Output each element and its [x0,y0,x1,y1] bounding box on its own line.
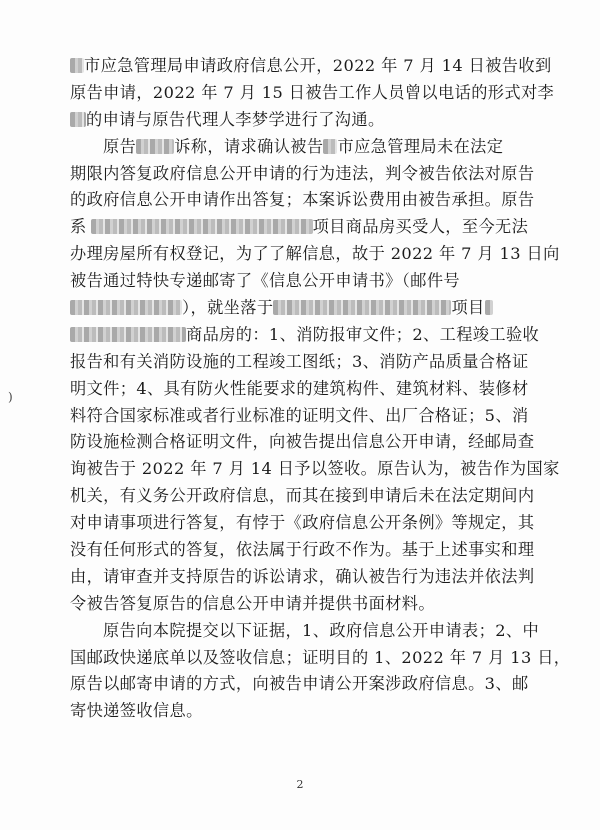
text-segment: 系 [70,217,87,237]
text-line: 被告通过特快专递邮寄了《信息公开申请书》（邮件号 [70,271,460,291]
margin-mark: ) [8,390,13,404]
text-line: 报告和有关消防设施的工程竣工图纸；3、消防产品质量合格证 [70,351,529,371]
redaction-block [323,139,337,154]
text-segment: 诉称，请求确认被告 [174,136,324,156]
text-segment: 商品房的：1、消防报审文件；2、工程竣工验收 [186,324,540,344]
text-segment: ），就坐落于 [182,298,274,318]
text-line: 寄快递签收信息。 [70,701,203,721]
text-segment: 市应急管理局申请政府信息公开，2022 年 7 月 14 日被告收到 [84,56,552,75]
document-body [70,53,571,725]
text-line: 由，请审查并支持原告的诉讼请求，确认被告行为违法并依法判 [70,566,535,586]
page-number: 2 [296,778,304,791]
text-line: 明文件；4、具有防火性能要求的建筑构件、建筑材料、装修材 [70,378,529,398]
redaction-block [70,300,182,315]
text-line [70,322,544,349]
text-line: 办理房屋所有权登记，为了了解信息，故于 2022 年 7 月 13 日向 [70,244,560,264]
text-line: 原告申请，2022 年 7 月 15 日被告工作人员曾以电话的形式对李 [70,82,555,102]
redaction-block [70,58,84,73]
redaction-block [136,139,174,154]
text-line [70,53,552,80]
text-line: 询被告于 2022 年 7 月 14 日予以签收。原告认为，被告作为国家 [70,459,560,479]
text-line: 国邮政快递底单以及签收信息；证明目的 1、2022 年 7 月 13 日， [70,647,571,667]
text-line: 原告以邮寄申请的方式，向被告申请公开案涉政府信息。3、邮 [70,674,529,694]
text-line: 期限内答复政府信息公开申请的行为违法，判令被告依法对原告 [70,163,535,183]
text-line: 料符合国家标准或者行业标准的证明文件、出厂合格证；5、消 [70,405,529,425]
text-line [70,295,544,322]
text-line [70,214,544,241]
redaction-block [70,327,186,342]
text-line: 防设施检测合格证明文件，向被告提出信息公开申请，经邮局查 [70,432,535,452]
redaction-block [273,300,451,315]
text-line: 的政府信息公开申请作出答复；本案诉讼费用由被告承担。原告 [70,190,535,210]
text-line: 机关，有义务公开政府信息，而其在接到申请后未在法定期间内 [70,486,535,506]
text-line: 对申请事项进行答复，有悖于《政府信息公开条例》等规定，其 [70,513,535,533]
text-line: 原告向本院提交以下证据，1、政府信息公开申请表；2、中 [103,620,540,640]
text-segment: 的申请与原告代理人李梦学进行了沟通。 [86,109,385,129]
redaction-block [91,219,313,234]
text-segment: 项目 [451,298,485,318]
text-segment: 原告 [103,136,137,156]
text-line: 令被告答复原告的信息公开申请并提供书面材料。 [70,593,435,613]
redaction-block [70,112,86,127]
text-line: 没有任何形式的答复，依法属于行政不作为。基于上述事实和理 [70,540,535,560]
text-line [70,107,544,134]
redaction-block [485,300,493,315]
text-segment: 项目商品房买受人，至今无法 [312,217,529,237]
text-segment: 市应急管理局未在法定 [337,136,504,156]
text-line [70,134,544,161]
